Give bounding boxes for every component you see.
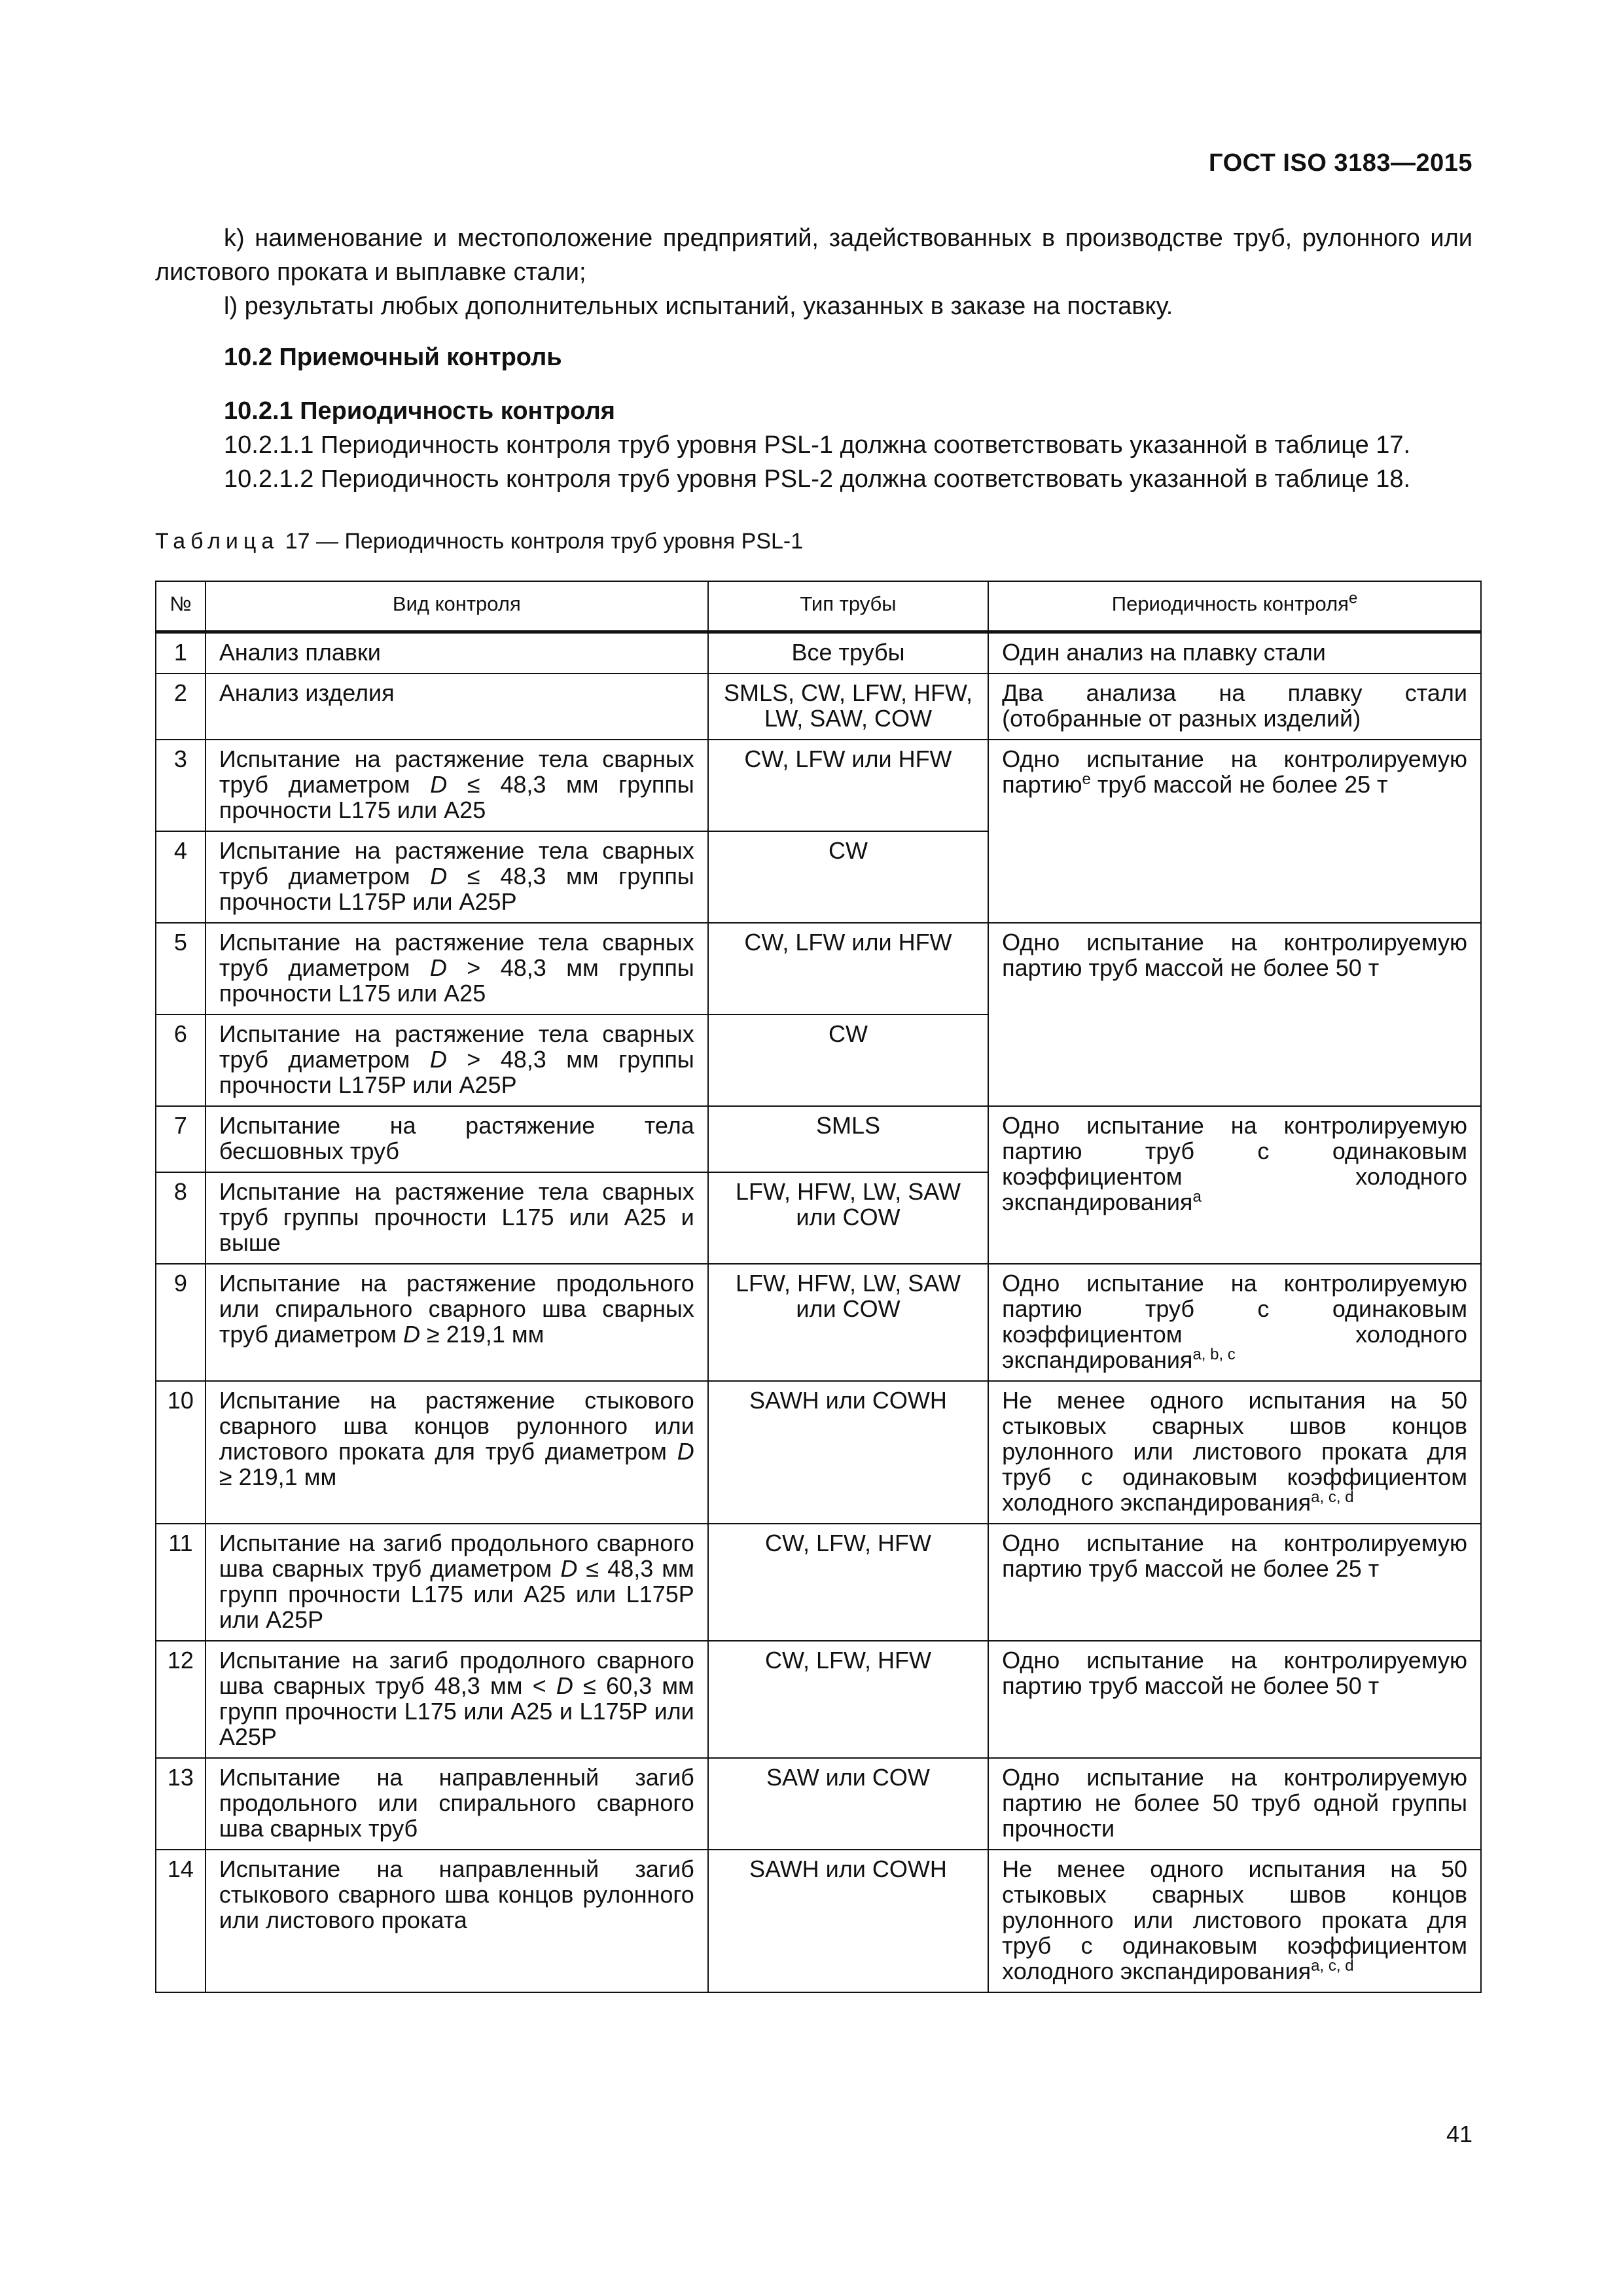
header-freq — [988, 581, 1481, 632]
table-caption — [155, 529, 803, 554]
table-row — [156, 1850, 1481, 1992]
table-row — [156, 673, 1481, 740]
cell-num: 12 — [156, 1641, 205, 1758]
section-heading-10-2-1: 10.2.1 Периодичность контроля — [224, 397, 615, 425]
cell-freq-text: Не менее одного испытания на 50 стыковых сварных швов концов рулонного или листового проката для труб с одинаковым коэффициентом холодного экспандирования — [1002, 1856, 1467, 1984]
cell-kind — [205, 923, 708, 1014]
cell-pipe: SAWH или COWH — [708, 1850, 988, 1992]
cell-freq — [988, 1106, 1481, 1264]
cell-kind-text: Испытание на растяжение стыкового сварного шва концов рулонного или листового проката для труб диаметром — [219, 1387, 694, 1465]
footnote-ref: a, b, c — [1192, 1346, 1236, 1363]
cell-freq — [988, 1264, 1481, 1381]
cell-pipe: CW, LFW, HFW — [708, 1641, 988, 1758]
cell-kind-text: Испытание на загиб продольного сварного шва сварных труб диаметром — [219, 1530, 694, 1582]
cell-pipe: CW, LFW, HFW — [708, 1524, 988, 1641]
cell-freq-text: труб массой не более 25 т — [1090, 771, 1388, 798]
cell-kind-text: > 48,3 мм группы прочности L175 или A25 — [219, 954, 694, 1007]
cell-kind — [205, 831, 708, 923]
cell-pipe: CW, LFW или HFW — [708, 923, 988, 1014]
paragraph-k: k) наименование и местоположение предприятий, задействованных в производстве труб, рулонного или листового проката и выплавке стали; — [155, 224, 1472, 286]
cell-freq-text: Одно испытание на контролируемую партию — [1002, 745, 1467, 798]
cell-kind-text: ≤ 60,3 мм групп прочности L175 или A25 и L175P или A25P — [219, 1672, 694, 1750]
header-pipe: Тип трубы — [708, 581, 988, 632]
cell-freq: Одно испытание на контролируемую партию не более 50 труб одной группы прочности — [988, 1758, 1481, 1850]
cell-kind-text: Испытание на загиб продолного сварного шва сварных труб 48,3 мм < — [219, 1647, 694, 1699]
table-row — [156, 1381, 1481, 1524]
cell-pipe: CW — [708, 1014, 988, 1106]
table-row — [156, 1758, 1481, 1850]
cell-freq: Один анализ на плавку стали — [988, 632, 1481, 674]
header-kind: Вид контроля — [205, 581, 708, 632]
cell-kind: Испытание на направленный загиб стыкового сварного шва концов рулонного или листового проката — [205, 1850, 708, 1992]
cell-pipe: SAW или COW — [708, 1758, 988, 1850]
cell-pipe: CW, LFW или HFW — [708, 740, 988, 831]
cell-kind-text: ≥ 219,1 мм — [219, 1463, 337, 1490]
diameter-symbol: D — [430, 863, 448, 889]
paragraph-10-2-1-1: 10.2.1.1 Периодичность контроля труб уровня PSL-1 должна соответствовать указанной в таблице 17. — [224, 431, 1411, 459]
table-row — [156, 1524, 1481, 1641]
cell-kind-text: ≤ 48,3 мм групп прочности L175 или A25 или L175P или A25P — [219, 1555, 694, 1633]
cell-freq — [988, 1381, 1481, 1524]
cell-kind — [205, 1641, 708, 1758]
table-row — [156, 1641, 1481, 1758]
diameter-symbol: D — [560, 1555, 578, 1582]
table-header-row — [156, 581, 1481, 632]
cell-pipe: SAWH или COWH — [708, 1381, 988, 1524]
cell-freq — [988, 740, 1481, 923]
cell-num: 14 — [156, 1850, 205, 1992]
diameter-symbol: D — [429, 1046, 447, 1073]
cell-kind: Испытание на растяжение тела сварных труб группы прочности L175 или A25 и выше — [205, 1172, 708, 1264]
diameter-symbol: D — [556, 1672, 573, 1699]
footnote-ref: a, c, d — [1311, 1957, 1354, 1975]
cell-num: 4 — [156, 831, 205, 923]
table-row — [156, 1106, 1481, 1172]
cell-kind-text: Испытание на растяжение тела сварных труб диаметром — [219, 1020, 694, 1073]
cell-num: 13 — [156, 1758, 205, 1850]
footnote-ref: a — [1192, 1188, 1202, 1206]
table-row — [156, 1264, 1481, 1381]
table-row — [156, 632, 1481, 674]
header-num: № — [156, 581, 205, 632]
cell-kind: Испытание на растяжение тела бесшовных труб — [205, 1106, 708, 1172]
cell-kind: Анализ плавки — [205, 632, 708, 674]
cell-num: 1 — [156, 632, 205, 674]
header-freq-label: Периодичность контроля — [1111, 592, 1349, 615]
cell-num: 2 — [156, 673, 205, 740]
footnote-ref: a, c, d — [1311, 1488, 1354, 1506]
cell-freq — [988, 1850, 1481, 1992]
cell-freq: Одно испытание на контролируемую партию труб массой не более 50 т — [988, 1641, 1481, 1758]
page-number: 41 — [1446, 2121, 1472, 2147]
section-heading-10-2: 10.2 Приемочный контроль — [224, 344, 562, 371]
cell-kind-text: ≤ 48,3 мм группы прочности L175 или A25 — [219, 771, 694, 823]
table-row — [156, 740, 1481, 831]
table-row — [156, 923, 1481, 1014]
cell-kind — [205, 1381, 708, 1524]
cell-pipe: SMLS, CW, LFW, HFW, LW, SAW, COW — [708, 673, 988, 740]
cell-num: 5 — [156, 923, 205, 1014]
cell-num: 10 — [156, 1381, 205, 1524]
body-text — [155, 221, 1472, 496]
cell-num: 11 — [156, 1524, 205, 1641]
cell-pipe: Все трубы — [708, 632, 988, 674]
paragraph-l: l) результаты любых дополнительных испытаний, указанных в заказе на поставку. — [224, 293, 1173, 320]
table-caption-label: Таблица — [155, 529, 279, 554]
cell-num: 7 — [156, 1106, 205, 1172]
diameter-symbol: D — [430, 771, 448, 798]
cell-pipe: LFW, HFW, LW, SAW или COW — [708, 1172, 988, 1264]
cell-kind-text: Испытание на растяжение тела сварных труб диаметром — [219, 837, 694, 889]
cell-pipe: CW — [708, 831, 988, 923]
cell-num: 9 — [156, 1264, 205, 1381]
paragraph-10-2-1-2: 10.2.1.2 Периодичность контроля труб уровня PSL-2 должна соответствовать указанной в таблице 18. — [224, 465, 1411, 493]
header-freq-note: e — [1348, 589, 1358, 607]
cell-pipe: LFW, HFW, LW, SAW или COW — [708, 1264, 988, 1381]
cell-kind-text: Испытание на растяжение продольного или спирального сварного шва сварных труб диаметром — [219, 1270, 694, 1348]
cell-kind-text: > 48,3 мм группы прочности L175P или A25P — [219, 1046, 694, 1098]
cell-freq: Одно испытание на контролируемую партию труб массой не более 50 т — [988, 923, 1481, 1106]
cell-kind — [205, 1014, 708, 1106]
cell-kind — [205, 1524, 708, 1641]
cell-num: 6 — [156, 1014, 205, 1106]
document-header: ГОСТ ISO 3183—2015 — [1209, 149, 1472, 177]
cell-kind-text: Испытание на растяжение тела сварных труб диаметром — [219, 929, 694, 981]
diameter-symbol: D — [429, 954, 447, 981]
cell-num: 8 — [156, 1172, 205, 1264]
cell-freq: Одно испытание на контролируемую партию труб массой не более 25 т — [988, 1524, 1481, 1641]
cell-freq-text: Одно испытание на контролируемую партию труб с одинаковым коэффициентом холодного экспандирования — [1002, 1270, 1467, 1373]
cell-kind-text: ≤ 48,3 мм группы прочности L175P или A25P — [219, 863, 694, 915]
cell-num: 3 — [156, 740, 205, 831]
cell-kind — [205, 740, 708, 831]
cell-freq-text: Одно испытание на контролируемую партию труб с одинаковым коэффициентом холодного экспандирования — [1002, 1112, 1467, 1215]
table-caption-text: 17 — Периодичность контроля труб уровня PSL-1 — [279, 529, 804, 554]
inspection-frequency-table — [155, 581, 1482, 1993]
cell-kind-text: Испытание на растяжение тела сварных труб диаметром — [219, 745, 694, 798]
diameter-symbol: D — [402, 1321, 420, 1348]
cell-kind-text: ≥ 219,1 мм — [419, 1321, 544, 1348]
cell-kind — [205, 1264, 708, 1381]
cell-pipe: SMLS — [708, 1106, 988, 1172]
cell-kind: Анализ изделия — [205, 673, 708, 740]
cell-freq-text: Не менее одного испытания на 50 стыковых сварных швов концов рулонного или листового проката для труб с одинаковым коэффициентом холодного экспандирования — [1002, 1387, 1467, 1516]
cell-freq: Два анализа на плавку стали (отобранные от разных изделий) — [988, 673, 1481, 740]
footnote-ref: e — [1082, 770, 1091, 788]
diameter-symbol: D — [677, 1438, 694, 1465]
cell-kind: Испытание на направленный загиб продольного или спирального сварного шва сварных труб — [205, 1758, 708, 1850]
